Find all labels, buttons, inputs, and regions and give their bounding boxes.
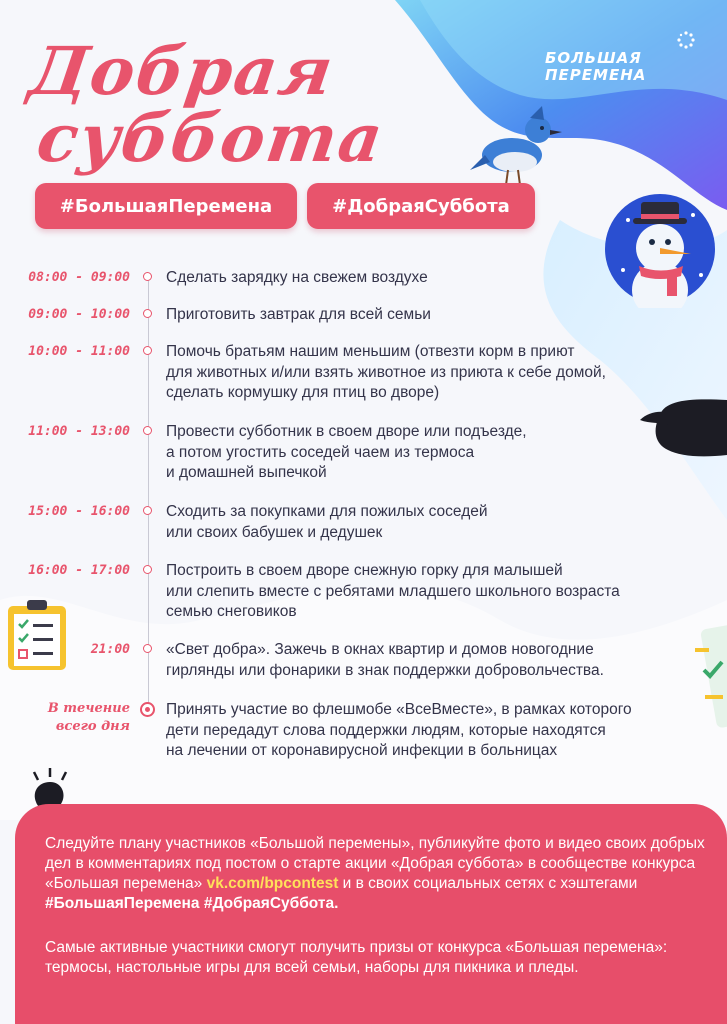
schedule-text: Помочь братьям нашим меньшим (отвезти корм в приют для животных и/или взять животное из приюта к себе домой, сделать кормушку для птиц во дворе) bbox=[166, 343, 606, 401]
schedule-time: 15:00 - 16:00 bbox=[28, 504, 130, 519]
timeline-dot-icon bbox=[143, 426, 152, 435]
schedule-time: 11:00 - 13:00 bbox=[28, 424, 130, 439]
schedule-text: Приготовить завтрак для всей семьи bbox=[166, 306, 431, 323]
footer-text-a: Следуйте плану участников «Большой перемены», публикуйте фото и видео своих добрых дел в комментариях под постом о старте акции «Добрая суббота» в сообществе конкурса «Большая перемена» bbox=[45, 835, 705, 892]
footer-paragraph-1 bbox=[45, 834, 705, 914]
footer-text-b: и в своих социальных сетях с хэштегами bbox=[338, 875, 638, 892]
footer-panel bbox=[15, 804, 727, 1024]
timeline-dot-icon bbox=[143, 309, 152, 318]
schedule-text: Принять участие во флешмобе «ВсеВместе», в рамках которого дети передадут слова поддержки людям, которые находятся на лечении от коронавирусной инфекции в больницах bbox=[166, 701, 632, 759]
brand-logo bbox=[545, 50, 646, 84]
schedule-text: Построить в своем дворе снежную горку для малышей или слепить вместе с ребятами младшего школьного возраста семью снеговиков bbox=[166, 562, 620, 620]
footer-hashtags: #БольшаяПеремена #ДобраяСуббота. bbox=[45, 895, 339, 912]
hashtag-badge-dobraya-subbota: #ДобраяСуббота bbox=[307, 183, 535, 229]
schedule-time: 08:00 - 09:00 bbox=[28, 270, 130, 285]
timeline-ring-icon bbox=[140, 702, 155, 717]
timeline-dot-icon bbox=[143, 506, 152, 515]
bird-illustration bbox=[470, 100, 565, 190]
vk-link[interactable]: vk.com/bpcontest bbox=[206, 875, 339, 892]
schedule-time: 10:00 - 11:00 bbox=[28, 344, 130, 359]
snowman-illustration bbox=[603, 190, 721, 308]
brand-logo-line2: ПЕРЕМЕНА bbox=[545, 66, 647, 84]
schedule-time: 16:00 - 17:00 bbox=[28, 563, 130, 578]
timeline-dot-icon bbox=[143, 272, 152, 281]
timeline-dot-icon bbox=[143, 644, 152, 653]
brand-logo-icon bbox=[676, 30, 696, 50]
schedule-text: «Свет добра». Зажечь в окнах квартир и домов новогодние гирлянды или фонарики в знак поддержки добровольчества. bbox=[166, 641, 604, 679]
schedule-time: 09:00 - 10:00 bbox=[28, 307, 130, 322]
schedule-text: Сделать зарядку на свежем воздухе bbox=[166, 269, 428, 286]
schedule-text: Провести субботник в своем дворе или подъезде, а потом угостить соседей чаем из термоса и домашней выпечкой bbox=[166, 423, 527, 481]
footer-paragraph-2: Самые активные участники смогут получить призы от конкурса «Большая перемена»: термосы, настольные игры для всей семьи, наборы для пикника и пледы. bbox=[45, 939, 668, 976]
page-title-line1: Добрая bbox=[24, 32, 340, 110]
hashtag-badge-bolshaya-peremena: #БольшаяПеремена bbox=[35, 183, 297, 229]
brand-logo-line1: БОЛЬШАЯ bbox=[545, 49, 642, 67]
timeline-dot-icon bbox=[143, 565, 152, 574]
timeline-dot-icon bbox=[143, 346, 152, 355]
clipboard-illustration bbox=[5, 600, 70, 672]
schedule-time: В течение всего дня bbox=[47, 701, 130, 734]
page-title-line2: суббота bbox=[32, 99, 390, 177]
schedule-text: Сходить за покупками для пожилых соседей или своих бабушек и дедушек bbox=[166, 503, 488, 541]
schedule-time: 21:00 bbox=[90, 642, 130, 657]
